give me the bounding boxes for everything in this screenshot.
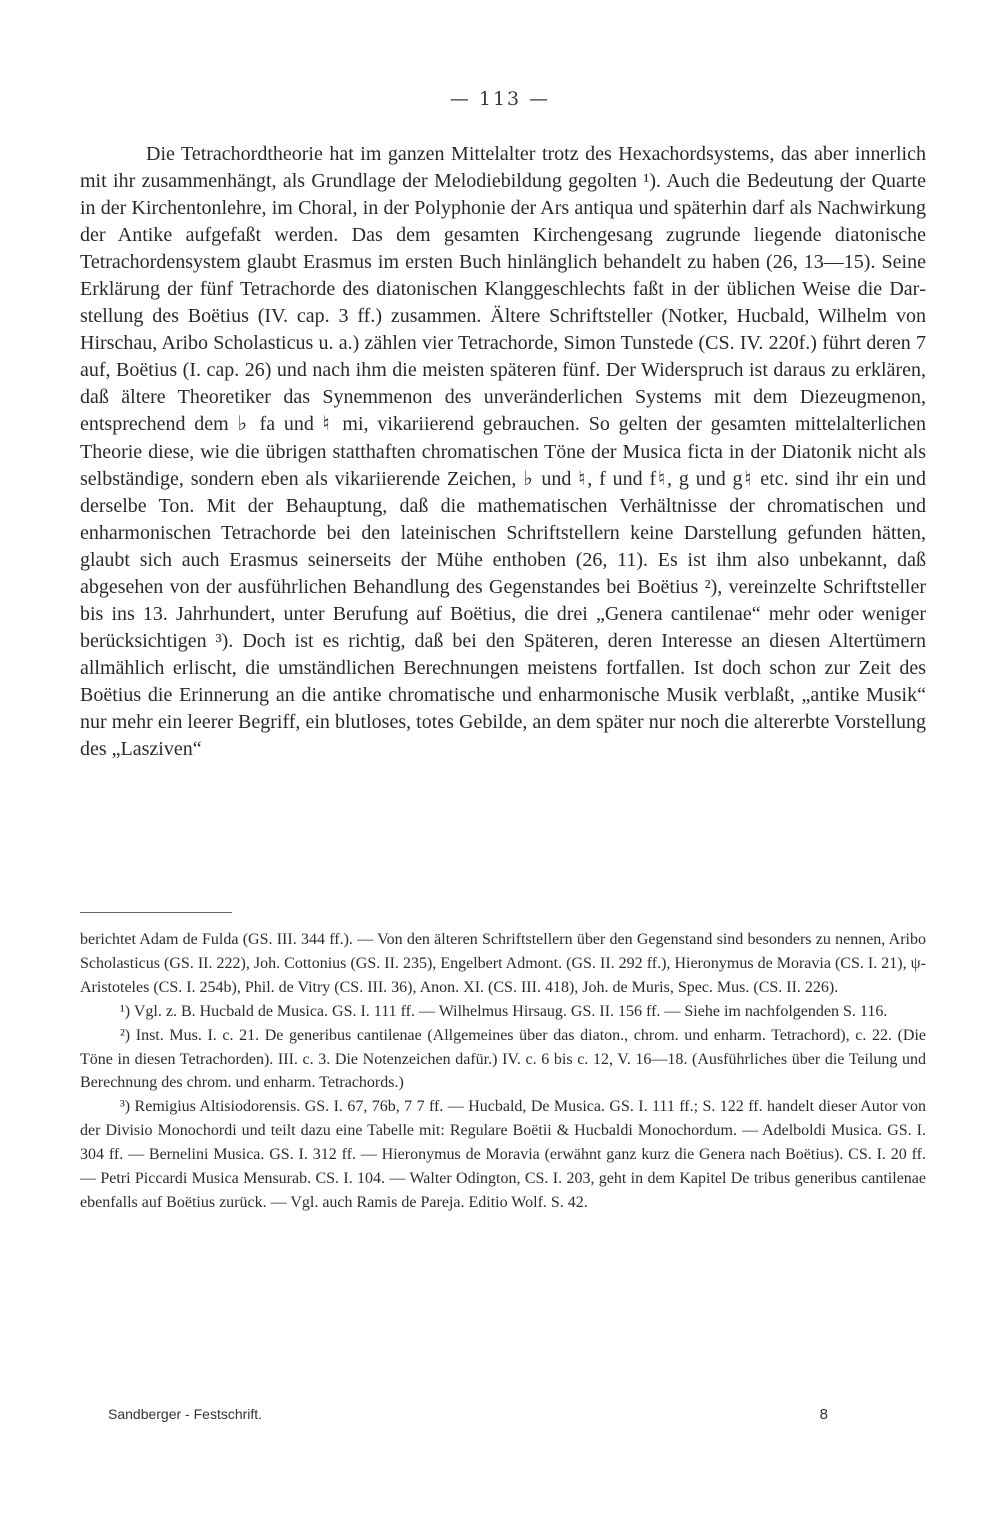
footnote-separator (80, 912, 232, 913)
main-text (80, 141, 926, 763)
footnote-3: ³) Remigius Altisiodorensis. GS. I. 67, 76b, 7 7 ff. — Hucbald, De Musica. GS. I. 111 ff.; S. 122 ff. handelt dieser Autor von der Divisio Monochordi und teilt dazu eine Tabelle mit: Regulare Boëtii & Hucbaldi Monochordum. — Adelboldi Musica. GS. I. 304 ff. — Bernelini Musica. GS. I. 312 ff. — Hieronymus de Moravia (erwähnt ganz kurz die Genera nach Boëtius). CS. I. 20 ff. — Petri Piccardi Musica Mensurab. CS. I. 104. — Walter Odington, CS. I. 203, geht in dem Kapitel De tribus generibus cantilenae ebenfalls auf Boëtius zurück. — Vgl. auch Ramis de Pareja. Editio Wolf. S. 42. (80, 1098, 926, 1211)
page-number: — 113 — (449, 88, 551, 110)
footnote-2: ²) Inst. Mus. I. c. 21. De generibus cantilenae (Allgemeines über das diaton., chrom. und enharm. Tetrachord), c. 22. (Die Töne in diesen Tetrachorden). III. c. 3. Die Notenzeichen dafür.) IV. c. 6 bis c. 12, V. 16—18. (Ausführliches über die Teilung und Berechnung des chrom. und enharm. Tetrachords.) (80, 1026, 926, 1092)
body-paragraph: Die Tetrachordtheorie hat im ganzen Mittelalter trotz des Hexachordsystems, das aber innerlich mit ihr zusammenhängt, als Grundlage der Melodiebildung gegolten ¹). Auch die Bedeutung der Quarte in der Kirchentonlehre, im Choral, in der Polyphonie der Ars antiqua und späterhin darf als Nachwirkung der Antike aufgefaßt werden. Das dem gesamten Kirchengesang zugrunde liegende diatonische Tetrachordensystem glaubt Erasmus im ersten Buch hinlänglich behandelt zu haben (26, 13—15). Seine Erklärung der fünf Tetrachorde des diatonischen Klanggeschlechts faßt in der üblichen Weise die Darstellung des Boëtius (IV. cap. 3 ff.) zusammen. Ältere Schriftsteller (Notker, Hucbald, Wilhelm von Hirschau, Aribo Scholasticus u. a.) zählen vier Tetrachorde, Simon Tunstede (CS. IV. 220f.) führt deren 7 auf, Boëtius (I. cap. 26) und nach ihm die meisten späteren fünf. Der Widerspruch ist daraus zu erklären, daß ältere Theoretiker das Synemmenon des unveränderlichen Systems mit dem Diezeugmenon, entsprechend dem ♭ fa und ♮ mi, vikariierend gebrauchen. So gelten der gesamten mittelalterlichen Theorie diese, wie die übrigen statthaften chromatischen Töne der Musica ficta in der Diatonik nicht als selbständige, sondern eben als vikariierende Zeichen, ♭ und ♮, f und f♮, g und g♮ etc. sind ihr ein und derselbe Ton. Mit der Behauptung, daß die mathematischen Verhältnisse der chromatischen und enharmonischen Tetrachorde bei den lateinischen Schriftstellern keine Darstellung gefunden hätten, glaubt sich auch Erasmus seinerseits der Mühe enthoben (26, 11). Es ist ihm also unbekannt, daß abgesehen von der ausführlichen Behandlung des Gegenstandes bei Boëtius ²), vereinzelte Schriftsteller bis ins 13. Jahrhundert, unter Berufung auf Boëtius, die drei „Genera cantilenae“ mehr oder weniger berücksichtigen ³). Doch ist es richtig, daß bei den Späteren, deren Interesse an diesen Altertümern allmählich erlischt, die umständlichen Berechnungen meistens fortfallen. Ist doch schon zur Zeit des Boëtius die Erinnerung an die antike chromatische und enharmonische Musik verblaßt, „antike Musik“ nur mehr ein leerer Begriff, ein blutloses, totes Gebilde, an dem später nur noch die altererbte Vorstellung des „Lasziven“ (80, 143, 926, 761)
footnotes (80, 928, 926, 1215)
printer-signature: Sandberger - Festschrift. (108, 1406, 263, 1422)
footnote-continuation: berichtet Adam de Fulda (GS. III. 344 ff.). — Von den älteren Schriftstellern über den Gegenstand sind besonders zu nennen, Aribo Scholasticus (GS. II. 222), Joh. Cottonius (GS. II. 235), Engelbert Admont. (GS. II. 292 ff.), Hieronymus de Moravia (CS. I. 21), ψ-Aristoteles (CS. I. 254b), Phil. de Vitry (CS. III. 36), Anon. XI. (CS. III. 418), Joh. de Muris, Spec. Mus. (CS. II. 226). (80, 931, 926, 996)
footnote-1: ¹) Vgl. z. B. Hucbald de Musica. GS. I. 111 ff. — Wilhelmus Hirsaug. GS. II. 156 ff. — Siehe im nachfolgenden S. 116. (120, 1002, 888, 1020)
sheet-number: 8 (819, 1406, 828, 1423)
